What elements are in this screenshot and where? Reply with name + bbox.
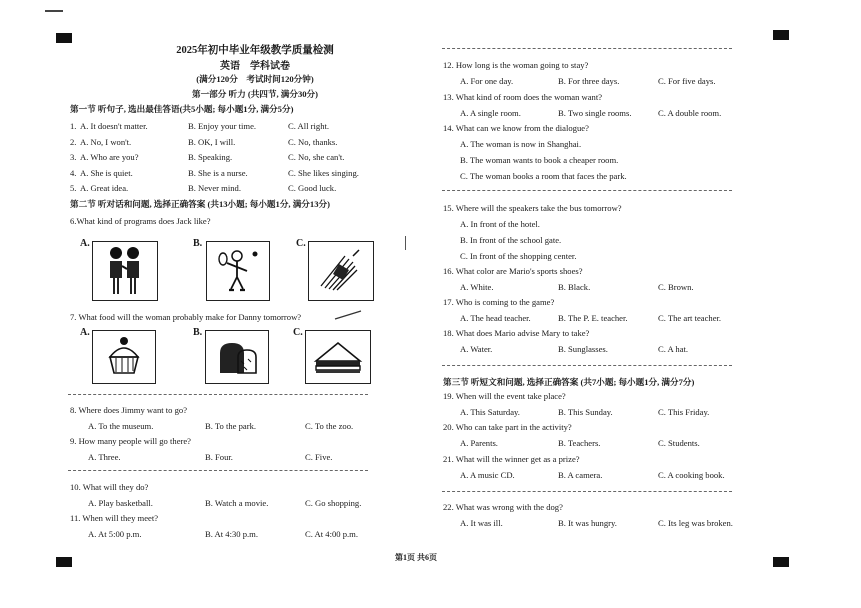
question-19-text: 19. When will the event take place? [443,391,566,401]
divider [68,394,368,395]
divider [442,190,732,191]
option-c: C. At 4:00 p.m. [305,529,359,539]
question-4-number: 4. [70,167,77,178]
question-22-text: 22. What was wrong with the dog? [443,502,563,512]
cupcake-icon [93,331,155,383]
option-a: A. It doesn't matter. [80,121,148,131]
question-2-number: 2. [70,136,77,147]
option-b: B. Speaking. [188,152,233,162]
option-b: B. In front of the school gate. [460,235,562,245]
pen-stroke-icon [333,309,363,321]
page-number: 第1页 共6页 [395,553,437,562]
option-b: B. She is a nurse. [188,167,248,178]
exam-title: 2025年初中毕业年级教学质量检测 [176,45,334,56]
registration-mark-bottom-right [773,557,789,567]
option-a: A. Water. [460,344,493,354]
registration-mark-top-right [773,30,789,40]
q7-label-b: B. [193,327,203,338]
divider [442,491,732,492]
question-3-number: 3. [70,152,77,162]
question-18-text: 18. What does Mario advise Mary to take? [443,328,590,338]
option-b: B. To the park. [205,421,257,431]
option-a: A. A single room. [460,108,521,118]
question-text: 11. When will they meet? [70,513,159,523]
option-c: C. A double room. [658,108,722,118]
option-c: C. The art teacher. [658,313,722,323]
scan-speck [45,10,63,12]
option-a: A. The head teacher. [460,313,531,323]
question-21-text: 21. What will the winner get as a prize? [443,454,580,464]
option-a: A. To the museum. [88,421,154,431]
option-a: A. She is quiet. [80,167,133,178]
divider [442,48,732,49]
option-a: A. At 5:00 p.m. [88,529,142,539]
subject-title: 英语 学科试卷 [220,61,290,72]
exam-info: (满分120分 考试时间120分钟) [196,74,314,84]
sandwich-icon [306,331,370,383]
section-three-heading: 第三节 听短文和问题, 选择正确答案 (共7小题; 每小题1分, 满分7分) [443,377,695,387]
q6-option-c-image [308,241,374,301]
q6-option-b-image [206,241,270,301]
option-c: C. No, she can't. [288,152,345,162]
question-text: 8. Where does Jimmy want to go? [70,405,188,415]
registration-mark-bottom-left [56,557,72,567]
option-a: A. Who are you? [80,152,139,162]
q7-option-c-image [305,330,371,384]
option-c: C. Good luck. [288,183,337,193]
option-c: C. No, thanks. [288,136,338,147]
q6-label-c: C. [296,238,306,249]
question-20-text: 20. Who can take part in the activity? [443,422,572,432]
question-6: 6.What kind of programs does Jack like? [70,216,211,226]
option-c: C. Go shopping. [305,498,362,508]
part-one-heading: 第一部分 听力 (共四节, 满分30分) [191,89,319,99]
option-a: A. In front of the hotel. [460,219,540,229]
option-b: B. The P. E. teacher. [558,313,628,323]
option-c: C. Brown. [658,282,694,292]
question-14-text: 14. What can we know from the dialogue? [443,123,589,133]
option-a: A. Parents. [460,438,498,448]
two-people-icon [93,242,157,300]
option-b: B. A camera. [558,470,603,480]
section-one-heading: 第一节 听句子, 选出最佳答语(共5小题; 每小题1分, 满分5分) [70,104,294,114]
option-c: C. To the zoo. [305,421,354,431]
question-16-text: 16. What color are Mario's sports shoes? [443,266,583,276]
q7-option-b-image [205,330,269,384]
question-17-text: 17. Who is coming to the game? [443,297,555,307]
question-5-number: 5. [70,183,77,193]
bread-icon [206,331,268,383]
option-c: C. She likes singing. [288,167,359,178]
q7-option-a-image [92,330,156,384]
option-c: C. For five days. [658,76,716,86]
q6-label-a: A. [80,238,90,249]
option-a: A. For one day. [460,76,514,86]
option-b: B. It was hungry. [558,518,617,528]
option-b: B. At 4:30 p.m. [205,529,259,539]
option-a: A. This Saturday. [460,407,520,417]
option-c: C. A hat. [658,344,689,354]
option-b: B. For three days. [558,76,620,86]
option-a: A. No, I won't. [80,136,132,147]
divider [442,365,732,366]
option-b: B. Black. [558,282,591,292]
q6-label-b: B. [193,238,203,249]
option-b: B. Four. [205,452,233,462]
q7-label-a: A. [80,327,90,338]
tennis-player-icon [207,242,269,300]
divider [68,470,368,471]
option-a: A. The woman is now in Shanghai. [460,139,582,149]
question-text: 9. How many people will go there? [70,436,191,446]
option-b: B. OK, I will. [188,136,236,147]
option-b: B. This Sunday. [558,407,613,417]
option-b: B. Sunglasses. [558,344,608,354]
option-a: A. Three. [88,452,121,462]
option-a: A. A music CD. [460,470,515,480]
question-text: 10. What will they do? [70,482,149,492]
option-c: C. Five. [305,452,333,462]
question-15-text: 15. Where will the speakers take the bus tomorrow? [443,203,622,213]
option-b: B. Two single rooms. [558,108,632,118]
section-two-heading: 第二节 听对话和问题, 选择正确答案 (共13小题; 每小题1分, 满分13分) [70,199,330,209]
option-c: C. The woman books a room that faces the park. [460,171,627,181]
option-a: A. Play basketball. [88,498,153,508]
q7-label-c: C. [293,327,303,338]
option-c: C. In front of the shopping center. [460,251,577,261]
registration-mark-top-left [56,33,72,43]
question-1-number: 1. [70,121,77,131]
option-b: B. Teachers. [558,438,601,448]
option-a: A. It was ill. [460,518,503,528]
question-12-text: 12. How long is the woman going to stay? [443,60,589,70]
option-c: C. This Friday. [658,407,710,417]
option-b: B. Enjoy your time. [188,121,257,131]
option-a: A. Great idea. [80,183,129,193]
option-c: C. All right. [288,121,330,131]
scan-mark [405,236,406,250]
question-7: 7. What food will the woman probably make for Danny tomorrow? [70,312,302,322]
option-b: B. Never mind. [188,183,241,193]
sketch-icon [309,242,373,300]
option-c: C. Students. [658,438,700,448]
q6-option-a-image [92,241,158,301]
option-c: C. Its leg was broken. [658,518,733,528]
option-b: B. The woman wants to book a cheaper room. [460,155,619,165]
option-a: A. White. [460,282,494,292]
question-13-text: 13. What kind of room does the woman want? [443,92,603,102]
option-c: C. A cooking book. [658,470,725,480]
option-b: B. Watch a movie. [205,498,269,508]
